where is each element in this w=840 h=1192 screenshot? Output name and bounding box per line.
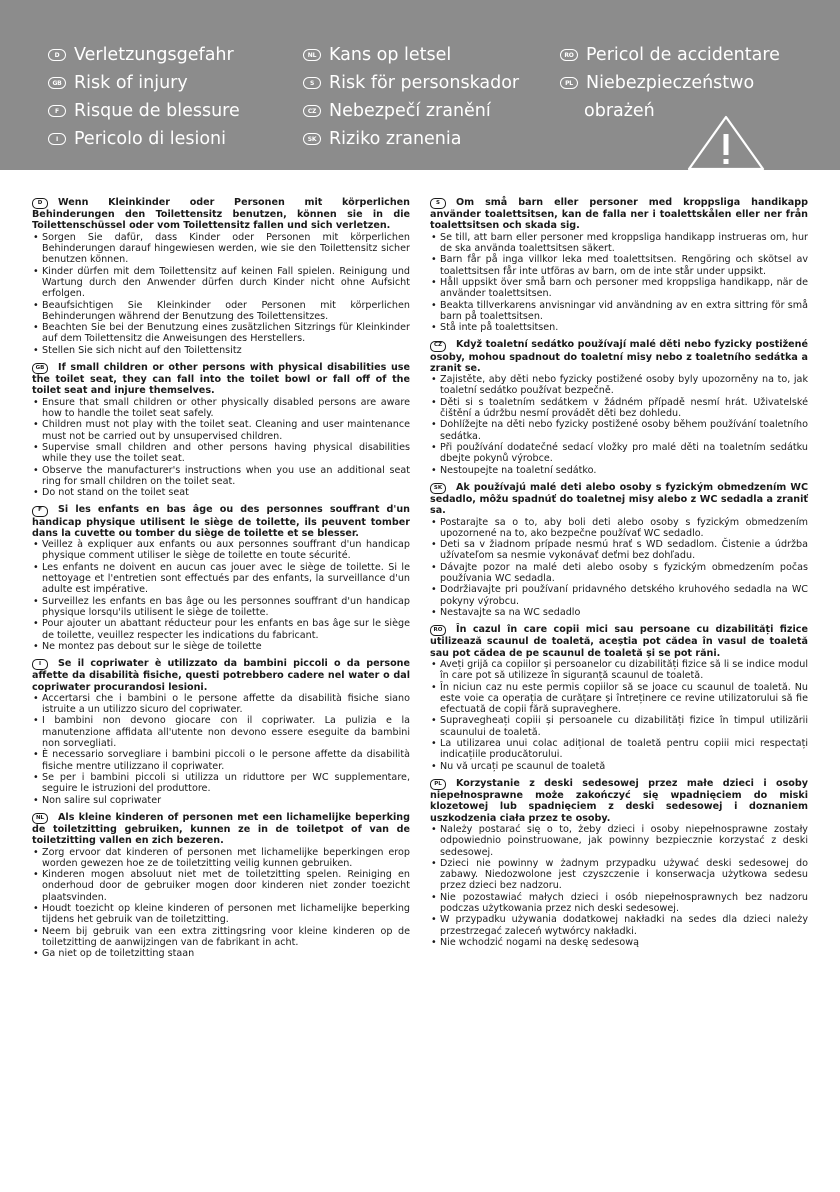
language-section — [32, 197, 410, 356]
header-column-1 — [48, 41, 240, 153]
warning-header-banner — [0, 0, 840, 170]
section-intro — [430, 197, 808, 232]
header-heading-text: Risque de blessure — [74, 101, 240, 121]
instruction-item: • Nestoupejte na toaletní sedátko. — [430, 465, 808, 476]
section-intro-text: Si les enfants en bas âge ou des personnes souffrant d'un handicap physique utilisent le siège de toilette, ils peuvent tomber dans la cuvette ou tomber du siège de toilette et se blesser. — [32, 504, 410, 539]
language-badge: F — [32, 506, 48, 517]
header-heading — [303, 69, 519, 97]
language-section — [430, 778, 808, 948]
instruction-item: • Nestavajte sa na WC sedadlo — [430, 607, 808, 618]
instruction-item: • Les enfants ne doivent en aucun cas jouer avec le siège de toilette. Si le nettoyage et l'entretien sont effectués par des enfants, la surveillance d'un adulte est impérative. — [32, 562, 410, 596]
instruction-item: • I bambini non devono giocare con il copriwater. La pulizia e la manutenzione affidata all'utente non devono essere eseguite da bambini non sorvegliati. — [32, 715, 410, 749]
instruction-item: • Observe the manufacturer's instructions when you use an additional seat ring for small children on the toilet seat. — [32, 465, 410, 488]
header-heading — [48, 97, 240, 125]
language-section — [32, 658, 410, 806]
section-intro — [430, 778, 808, 824]
instruction-item: • Beakta tillverkarens anvisningar vid användning av en extra sittring för små barn på toalettsitsen. — [430, 300, 808, 323]
language-section — [430, 624, 808, 772]
language-badge: GB — [32, 363, 48, 374]
instruction-item: • Surveillez les enfants en bas âge ou les personnes souffrant d'un handicap physique lorsqu'ils utilisent le siège de toilette. — [32, 596, 410, 619]
instruction-item: • Stå inte på toalettsitsen. — [430, 322, 808, 333]
instruction-item: • Při používání dodatečné sedací vložky pro malé děti na toaletním sedátku dbejte pokynů výrobce. — [430, 442, 808, 465]
language-badge: RO — [430, 625, 446, 636]
instruction-list — [430, 517, 808, 619]
instruction-item: • Barn får på inga villkor leka med toalettsitsen. Rengöring och skötsel av toalettsitsen får inte utföras av barn, om de inte står under uppsikt. — [430, 254, 808, 277]
language-section — [430, 339, 808, 475]
instruction-item: • Dodržiavajte pri používaní pridavného detského kruhového sedadla na WC pokyny výrobcu. — [430, 584, 808, 607]
instruction-list — [430, 824, 808, 948]
instruction-list — [32, 397, 410, 499]
language-badge: S — [303, 77, 321, 89]
instruction-item: • Dávajte pozor na malé deti alebo osoby s fyzickým obmedzením počas používania WC sedadla. — [430, 562, 808, 585]
instruction-item: • Ensure that small children or other physically disabled persons are aware how to handle the toilet seat safely. — [32, 397, 410, 420]
safety-text-left-column — [32, 197, 410, 966]
instruction-item: • Neem bij gebruik van een extra zittingsring voor kleine kinderen op de toiletzitting de aanwijzingen van de fabrikant in acht. — [32, 926, 410, 949]
section-intro-text: Om små barn eller personer med kroppsliga handikapp använder toalettsitsen, kan de falla ner i toalettskålen eller ner från toalettsitsen och skada sig. — [430, 197, 808, 232]
section-intro — [32, 658, 410, 693]
language-badge: S — [430, 198, 446, 209]
language-badge: CZ — [430, 341, 446, 352]
instruction-item: • Dohlížejte na děti nebo fyzicky postižené osoby během používání toaletního sedátka. — [430, 419, 808, 442]
instruction-item: • W przypadku używania dodatkowej nakładki na sedes dla dzieci należy przestrzegać zaleceń wytwórcy nakładki. — [430, 914, 808, 937]
language-badge: D — [48, 49, 66, 61]
header-heading-text: Nebezpečí zranění — [329, 101, 491, 121]
instruction-item: • Children must not play with the toilet seat. Cleaning and user maintenance must not be carried out by unsupervised children. — [32, 419, 410, 442]
instruction-item: • Accertarsi che i bambini o le persone affette da disabilità fisiche siano istruite a un utilizzo sicuro del copriwater. — [32, 693, 410, 716]
language-section — [430, 197, 808, 333]
language-section — [32, 362, 410, 498]
header-heading — [560, 69, 780, 97]
instruction-item: • Stellen Sie sich nicht auf den Toilettensitz — [32, 345, 410, 356]
header-heading-text: Pericolo di lesioni — [74, 129, 227, 149]
header-heading-text: Verletzungsgefahr — [74, 45, 234, 65]
section-intro — [32, 362, 410, 397]
language-section — [32, 504, 410, 652]
instruction-item: • Dzieci nie powinny w żadnym przypadku używać deski sedesowej do zabawy. Niedozwolone jest czyszczenie i konserwacja użytkowa sedesu przez dzieci bez nadzoru. — [430, 858, 808, 892]
header-heading-text: Niebezpieczeństwo — [586, 73, 755, 93]
language-badge: PL — [430, 779, 446, 790]
language-badge: PL — [560, 77, 578, 89]
header-heading — [303, 97, 519, 125]
instruction-item: • Se till, att barn eller personer med kroppsliga handikapp instrueras om, hur de ska använda toalettsitsen säkert. — [430, 232, 808, 255]
language-badge: I — [48, 133, 66, 145]
header-heading — [560, 41, 780, 69]
instruction-item: • La utilizarea unui colac adițional de toaletă pentru copiii mici respectați indicațiile producătorului. — [430, 738, 808, 761]
section-intro — [32, 197, 410, 232]
section-intro — [430, 339, 808, 374]
instruction-item: • Kinder dürfen mit dem Toilettensitz auf keinen Fall spielen. Reinigung und Wartung durch den Anwender dürfen durch Kinder nicht ohne Aufsicht erfolgen. — [32, 266, 410, 300]
header-heading-text: Riziko zranenia — [329, 129, 462, 149]
header-heading-text: Risk för personskador — [329, 73, 520, 93]
instruction-item: • Sorgen Sie dafür, dass Kinder oder Personen mit körperlichen Behinderungen darauf hingewiesen werden, wie sie den Toilettensitz sicher benutzen können. — [32, 232, 410, 266]
header-heading-text: Kans op letsel — [329, 45, 452, 65]
instruction-item: • Pour ajouter un abattant réducteur pour les enfants en bas âge sur le siège de toilette, veuillez respecter les indications du fabricant. — [32, 618, 410, 641]
instruction-list — [32, 693, 410, 806]
language-badge: RO — [560, 49, 578, 61]
instruction-item: • Kinderen mogen absoluut niet met de toiletzitting spelen. Reiniging en onderhoud door de gebruiker mogen door kinderen niet zonder toezicht plaatsvinden. — [32, 869, 410, 903]
instruction-item: • Beaufsichtigen Sie Kleinkinder oder Personen mit körperlichen Behinderungen während der Benutzung des Toilettensitzes. — [32, 300, 410, 323]
header-heading — [48, 41, 240, 69]
section-intro — [32, 504, 410, 539]
instruction-item: • Se per i bambini piccoli si utilizza un riduttore per WC supplementare, seguire le istruzioni del produttore. — [32, 772, 410, 795]
instruction-item: • Houdt toezicht op kleine kinderen of personen met lichamelijke beperking tijdens het gebruik van de toiletzitting. — [32, 903, 410, 926]
instruction-item: • Děti si s toaletním sedátkem v žádném případě nesmí hrát. Uživatelské čištění a údržbu nesmí provádět děti bez dohledu. — [430, 397, 808, 420]
instruction-item: • Nie pozostawiać małych dzieci i osób niepełnosprawnych bez nadzoru podczas użytkowania przez nich deski sedesowej. — [430, 892, 808, 915]
language-badge: D — [32, 198, 48, 209]
instruction-list — [430, 374, 808, 476]
section-intro — [430, 624, 808, 659]
language-badge: SK — [303, 133, 321, 145]
language-badge: F — [48, 105, 66, 117]
instruction-item: • Do not stand on the toilet seat — [32, 487, 410, 498]
instruction-list — [430, 232, 808, 334]
instruction-item: • Aveți grijă ca copiilor și persoanelor cu dizabilități fizice să li se indice modul în care pot să utilizeze în siguranță scaunul de toaletă. — [430, 659, 808, 682]
instruction-item: • Ne montez pas debout sur le siège de toilette — [32, 641, 410, 652]
header-column-2 — [303, 41, 519, 153]
language-badge: CZ — [303, 105, 321, 117]
section-intro-text: Korzystanie z deski sedesowej przez małe dzieci i osoby niepełnosprawne może zakończyć się wpadnięciem do miski klozetowej lub spadnięciem z deski sedesowej i doznaniem uszkodzenia ciała przez te osoby. — [430, 777, 808, 824]
instruction-list — [430, 659, 808, 772]
header-heading — [303, 41, 519, 69]
section-intro-text: În cazul în care copii mici sau persoane cu dizabilități fizice utilizează scaunul de toaletă, aceștia pot cădea în vasul de toaletă sau pot cădea de pe scaunul de toaletă și se pot răni. — [430, 624, 808, 659]
language-section — [32, 812, 410, 960]
header-heading — [48, 69, 240, 97]
header-heading — [48, 125, 240, 153]
header-column-3 — [560, 41, 780, 125]
safety-text-right-column — [430, 197, 808, 954]
instruction-list — [32, 847, 410, 960]
instruction-item: • Supravegheați copiii și persoanele cu dizabilități fizice în timpul utilizării scaunului de toaletă. — [430, 715, 808, 738]
language-badge: GB — [48, 77, 66, 89]
section-intro-text: If small children or other persons with physical disabilities use the toilet seat, they can fall into the toilet bowl or fall off of the toilet seat and injure themselves. — [32, 362, 410, 397]
header-heading-text: Pericol de accidentare — [586, 45, 780, 65]
instruction-item: • Nu vă urcați pe scaunul de toaletă — [430, 761, 808, 772]
section-intro-text: Když toaletní sedátko používají malé děti nebo fyzicky postižené osoby, mohou spadnout do toaletní misy nebo z toaletního sedátka a zranit se. — [430, 339, 808, 374]
header-heading-text: Risk of injury — [74, 73, 188, 93]
language-badge: NL — [32, 813, 48, 824]
instruction-item: • È necessario sorvegliare i bambini piccoli o le persone affette da disabilità fisiche mentre utilizzano il copriwater. — [32, 749, 410, 772]
section-intro-text: Ak používajú malé deti alebo osoby s fyzickým obmedzením WC sedadlo, môžu spadnúť do toaletnej misy alebo z WC sedadla a zraniť sa. — [430, 481, 808, 517]
instruction-item: • Håll uppsikt över små barn och personer med kroppsliga handikapp, när de använder toalettsitsen. — [430, 277, 808, 300]
section-intro-text: Als kleine kinderen of personen met een lichamelijke beperking de toiletzitting gebruiken, kunnen ze in de toiletpot of van de toiletzitting vallen en zich bezeren. — [32, 811, 410, 847]
section-intro-text: Wenn Kleinkinder oder Personen mit körperlichen Behinderungen den Toilettensitz benutzen, können sie in die Toilettenschüssel oder vom Toilettensitz fallen und sich verletzen. — [32, 197, 410, 232]
language-badge: NL — [303, 49, 321, 61]
instruction-list — [32, 539, 410, 652]
instruction-item: • Non salire sul copriwater — [32, 795, 410, 806]
language-section — [430, 482, 808, 618]
section-intro — [430, 482, 808, 517]
warning-triangle-icon — [686, 114, 766, 172]
instruction-item: • Zajistěte, aby děti nebo fyzicky postižené osoby byly upozorněny na to, jak toaletní sedátko používat bezpečně. — [430, 374, 808, 397]
instruction-item: • Ga niet op de toiletzitting staan — [32, 948, 410, 959]
instruction-item: • Nie wchodzić nogami na deskę sedesową — [430, 937, 808, 948]
instruction-item: • Veillez à expliquer aux enfants ou aux personnes souffrant d'un handicap physique comment utiliser le siège de toilette en toute sécurité. — [32, 539, 410, 562]
language-badge: SK — [430, 483, 446, 494]
instruction-item: • Beachten Sie bei der Benutzung eines zusätzlichen Sitzrings für Kleinkinder auf dem Toilettensitz die Anweisungen des Herstellers. — [32, 322, 410, 345]
section-intro-text: Se il copriwater è utilizzato da bambini piccoli o da persone affette da disabilità fisiche, questi potrebbero cadere nel water o dal copriwater procurandosi lesioni. — [32, 658, 410, 693]
instruction-item: • În niciun caz nu este permis copiilor să se joace cu scaunul de toaletă. Nu este voie ca operația de curățare și întreținere ce revine utilizatorului să fie efectuată de copii fără supraveghere. — [430, 682, 808, 716]
instruction-item: • Deti sa v žiadnom prípade nesmú hrať s WD sedadlom. Čistenie a údržba užívateľom sa nesmie vykonávať deťmi bez dohľadu. — [430, 539, 808, 562]
instruction-item: • Należy postarać się o to, żeby dzieci i osoby niepełnosprawne zostały odpowiednio poinstruowane, jak powinny bezpiecznie korzystać z deski sedesowej. — [430, 824, 808, 858]
instruction-list — [32, 232, 410, 356]
header-heading-text: obrażeń — [584, 101, 655, 121]
instruction-item: • Zorg ervoor dat kinderen of personen met lichamelijke beperkingen erop worden gewezen hoe ze de toiletzitting veilig kunnen gebruiken. — [32, 847, 410, 870]
language-badge: I — [32, 659, 48, 670]
section-intro — [32, 812, 410, 847]
header-heading — [303, 125, 519, 153]
instruction-item: • Supervise small children and other persons having physical disabilities while they use the toilet seat. — [32, 442, 410, 465]
instruction-item: • Postarajte sa o to, aby boli deti alebo osoby s fyzickým obmedzením upozornené na to, ako bezpečne používať WC sedadlo. — [430, 517, 808, 540]
